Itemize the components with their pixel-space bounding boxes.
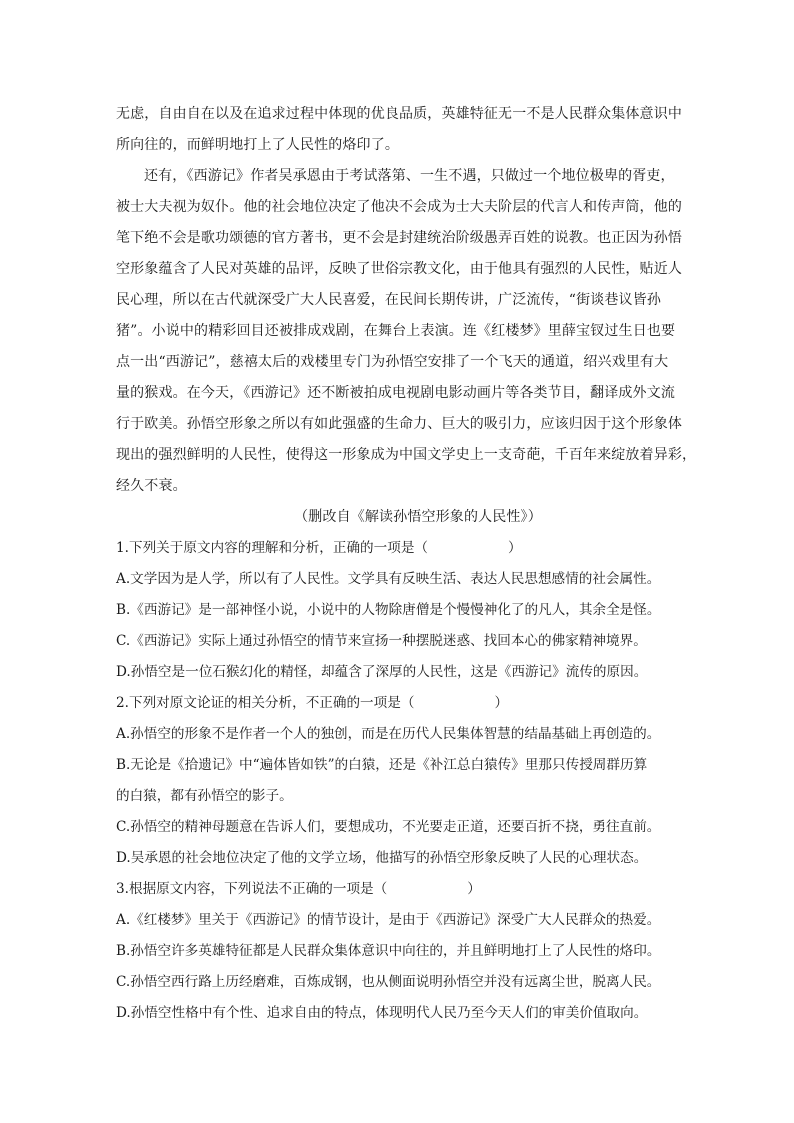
- passage-line: 量的猴戏。在今天，《西游记》还不断被拍成电视剧电影动画片等各类节目，翻译成外文流: [116, 385, 675, 401]
- answer-option: A.《红楼梦》里关于《西游记》的情节设计，是由于《西游记》深受广大人民群众的热爱。: [116, 912, 661, 928]
- answer-option: 的白猿，都有孙悟空的影子。: [116, 788, 293, 804]
- question-text: 3.根据原文内容，下列说法不正确的一项是（: [116, 881, 388, 897]
- passage-line: 被士大夫视为奴仆。他的社会地位决定了他决不会成为士大夫阶层的代言人和传声筒，他的: [116, 199, 682, 215]
- passage-line: 所向往的，而鲜明地打上了人民性的烙印了。: [116, 137, 399, 153]
- answer-option: D.孙悟空是一位石猴幻化的精怪，却蕴含了深厚的人民性，这是《西游记》流传的原因。: [116, 664, 648, 680]
- passage-line: 猪”。小说中的精彩回目还被排成戏剧，在舞台上表演。连《红楼梦》里薛宝钗过生日也要: [116, 323, 676, 339]
- answer-option: A.文学因为是人学，所以有了人民性。文学具有反映生活、表达人民思想感情的社会属性。: [116, 571, 661, 587]
- question-stem: [116, 688, 708, 719]
- answer-option: B.无论是《拾遗记》中“遍体皆如铁”的白猿，还是《补江总白猿传》里那只传授周群历算: [116, 757, 648, 773]
- question-stem: [116, 533, 708, 564]
- answer-option: A.孙悟空的形象不是作者一个人的独创，而是在历代人民集体智慧的结晶基础上再创造的。: [116, 726, 661, 742]
- passage-line: 无虑，自由自在以及在追求过程中体现的优良品质，英雄特征无一不是人民群众集体意识中: [116, 106, 682, 122]
- passage-line: 行于欧美。孙悟空形象之所以有如此强盛的生命力、巨大的吸引力，应该归因于这个形象体: [116, 416, 682, 432]
- answer-option: C.孙悟空的精神母题意在告诉人们，要想成功，不光要走正道，还要百折不挠，勇往直前。: [116, 819, 661, 835]
- source-citation: （删改自《解读孙悟空形象的人民性》）: [294, 509, 542, 525]
- question-close-paren: ）: [508, 540, 522, 556]
- answer-option: D.吴承恩的社会地位决定了他的文学立场，他描写的孙悟空形象反映了人民的心理状态。: [116, 850, 648, 866]
- question-close-paren: ）: [494, 695, 509, 711]
- passage-line: 点一出“西游记”，慈禧太后的戏楼里专门为孙悟空安排了一个飞天的通道，绍兴戏里有大: [116, 354, 669, 370]
- passage-line: 笔下绝不会是歌功颂德的官方著书，更不会是封建统治阶级愚弄百姓的说教。也正因为孙悟: [116, 230, 682, 246]
- answer-option: D.孙悟空性格中有个性、追求自由的特点，体现明代人民乃至今天人们的审美价值取向。: [116, 1005, 648, 1021]
- passage-text: [116, 99, 708, 502]
- passage-line: 民心理，所以在古代就深受广大人民喜爱，在民间长期传讲，广泛流传，“街谈巷议皆孙: [116, 292, 662, 308]
- answer-option: C.孙悟空西行路上历经磨难，百炼成钢，也从侧面说明孙悟空并没有远离尘世，脱离人民。: [116, 974, 661, 990]
- passage-line: 现出的强烈鲜明的人民性，使得这一形象成为中国文学史上一支奇葩，千百年来绽放着异彩，: [116, 447, 697, 463]
- passage-line: 经久不衰。: [116, 478, 187, 494]
- passage-line: 还有，《西游记》作者吴承恩由于考试落第、一生不遇，只做过一个地位极卑的胥吏，: [144, 168, 675, 184]
- answer-option: B.孙悟空许多英雄特征都是人民群众集体意识中向往的，并且鲜明地打上了人民性的烙印。: [116, 943, 661, 959]
- question-stem: [116, 874, 708, 905]
- question-list: [116, 533, 708, 1029]
- question-text: 2.下列对原文论证的相关分析，不正确的一项是（: [116, 695, 415, 711]
- question-close-paren: ）: [467, 881, 481, 897]
- question-text: 1.下列关于原文内容的理解和分析，正确的一项是（: [116, 540, 429, 556]
- passage-line: 空形象蕴含了人民对英雄的品评，反映了世俗宗教文化，由于他具有强烈的人民性，贴近人: [116, 261, 682, 277]
- answer-option: C.《西游记》实际上通过孙悟空的情节来宣扬一种摆脱迷惑、找回本心的佛家精神境界。: [116, 633, 647, 649]
- answer-option: B.《西游记》是一部神怪小说，小说中的人物除唐僧是个慢慢神化了的凡人，其余全是怪。: [116, 602, 661, 618]
